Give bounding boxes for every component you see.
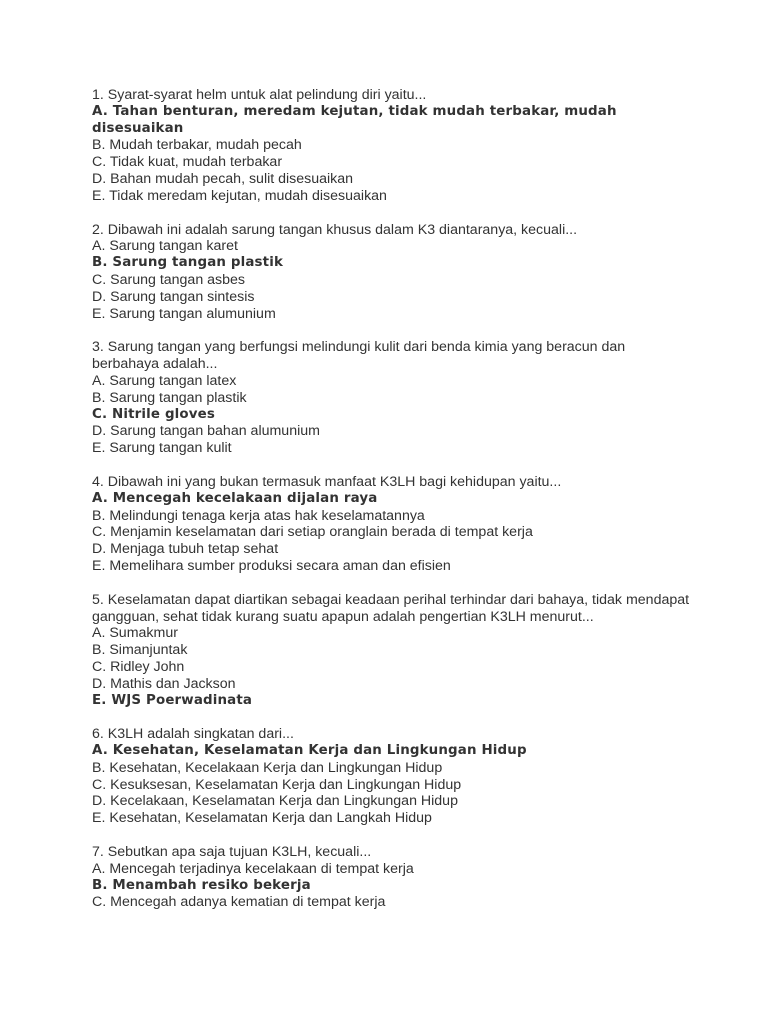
- answer-option: E. Memelihara sumber produksi secara aman dan efisien: [92, 557, 451, 574]
- question-block: [92, 339, 692, 457]
- question-text: 1. Syarat-syarat helm untuk alat pelindung diri yaitu...: [92, 87, 427, 103]
- correct-answer-option: A. Kesehatan, Keselamatan Kerja dan Lingkungan Hidup: [92, 743, 527, 759]
- quiz-content: [92, 87, 692, 928]
- answer-option: C. Sarung tangan asbes: [92, 271, 246, 288]
- answer-option: C. Kesuksesan, Keselamatan Kerja dan Lingkungan Hidup: [92, 776, 462, 793]
- question-text: 4. Dibawah ini yang bukan termasuk manfaat K3LH bagi kehidupan yaitu...: [92, 473, 562, 490]
- correct-answer-option: B. Menambah resiko bekerja: [92, 877, 311, 893]
- answer-option: B. Melindungi tenaga kerja atas hak keselamatannya: [92, 507, 425, 524]
- answer-option: C. Mencegah adanya kematian di tempat kerja: [92, 894, 386, 911]
- question-block: [92, 474, 692, 575]
- answer-option: C. Tidak kuat, mudah terbakar: [92, 154, 283, 171]
- question-text: 3. Sarung tangan yang berfungsi melindungi kulit dari benda kimia yang beracun dan berbahaya adalah...: [92, 339, 626, 373]
- question-block: [92, 844, 692, 911]
- answer-option: B. Sarung tangan plastik: [92, 389, 247, 406]
- question-text: 2. Dibawah ini adalah sarung tangan khusus dalam K3 diantaranya, kecuali...: [92, 221, 578, 238]
- answer-option: D. Sarung tangan bahan alumunium: [92, 423, 320, 440]
- answer-option: C. Menjamin keselamatan dari setiap oranglain berada di tempat kerja: [92, 524, 533, 541]
- correct-answer-option: C. Nitrile gloves: [92, 406, 216, 422]
- question-block: [92, 87, 692, 205]
- answer-option: E. Tidak meredam kejutan, mudah disesuaikan: [92, 187, 387, 204]
- correct-answer-option: A. Tahan benturan, meredam kejutan, tidak mudah terbakar, mudah disesuaikan: [92, 103, 617, 136]
- correct-answer-option: B. Sarung tangan plastik: [92, 255, 284, 271]
- question-text: 6. K3LH adalah singkatan dari...: [92, 726, 294, 743]
- answer-option: E. Sarung tangan alumunium: [92, 305, 276, 322]
- correct-answer-option: E. WJS Poerwadinata: [92, 692, 253, 708]
- answer-option: D. Sarung tangan sintesis: [92, 288, 255, 305]
- answer-option: B. Mudah terbakar, mudah pecah: [92, 137, 302, 154]
- answer-option: B. Simanjuntak: [92, 642, 188, 659]
- question-block: [92, 222, 692, 323]
- question-block: [92, 726, 692, 827]
- answer-option: E. Sarung tangan kulit: [92, 440, 232, 457]
- answer-option: C. Ridley John: [92, 658, 185, 675]
- answer-option: A. Mencegah terjadinya kecelakaan di tempat kerja: [92, 860, 414, 877]
- question-text: 5. Keselamatan dapat diartikan sebagai keadaan perihal terhindar dari bahaya, tidak mendapat gangguan, sehat tidak kurang suatu apapun adalah pengertian K3LH menurut...: [92, 591, 690, 625]
- answer-option: D. Mathis dan Jackson: [92, 675, 236, 692]
- answer-option: D. Bahan mudah pecah, sulit disesuaikan: [92, 170, 354, 187]
- answer-option: A. Sarung tangan karet: [92, 238, 238, 255]
- correct-answer-option: A. Mencegah kecelakaan dijalan raya: [92, 490, 378, 506]
- answer-option: D. Menjaga tubuh tetap sehat: [92, 541, 279, 558]
- question-block: [92, 592, 692, 710]
- answer-option: A. Sumakmur: [92, 625, 178, 642]
- answer-option: D. Kecelakaan, Keselamatan Kerja dan Lingkungan Hidup: [92, 793, 458, 810]
- answer-option: A. Sarung tangan latex: [92, 372, 237, 389]
- answer-option: B. Kesehatan, Kecelakaan Kerja dan Lingkungan Hidup: [92, 759, 443, 776]
- answer-option: E. Kesehatan, Keselamatan Kerja dan Langkah Hidup: [92, 810, 432, 827]
- question-text: 7. Sebutkan apa saja tujuan K3LH, kecuali...: [92, 844, 372, 861]
